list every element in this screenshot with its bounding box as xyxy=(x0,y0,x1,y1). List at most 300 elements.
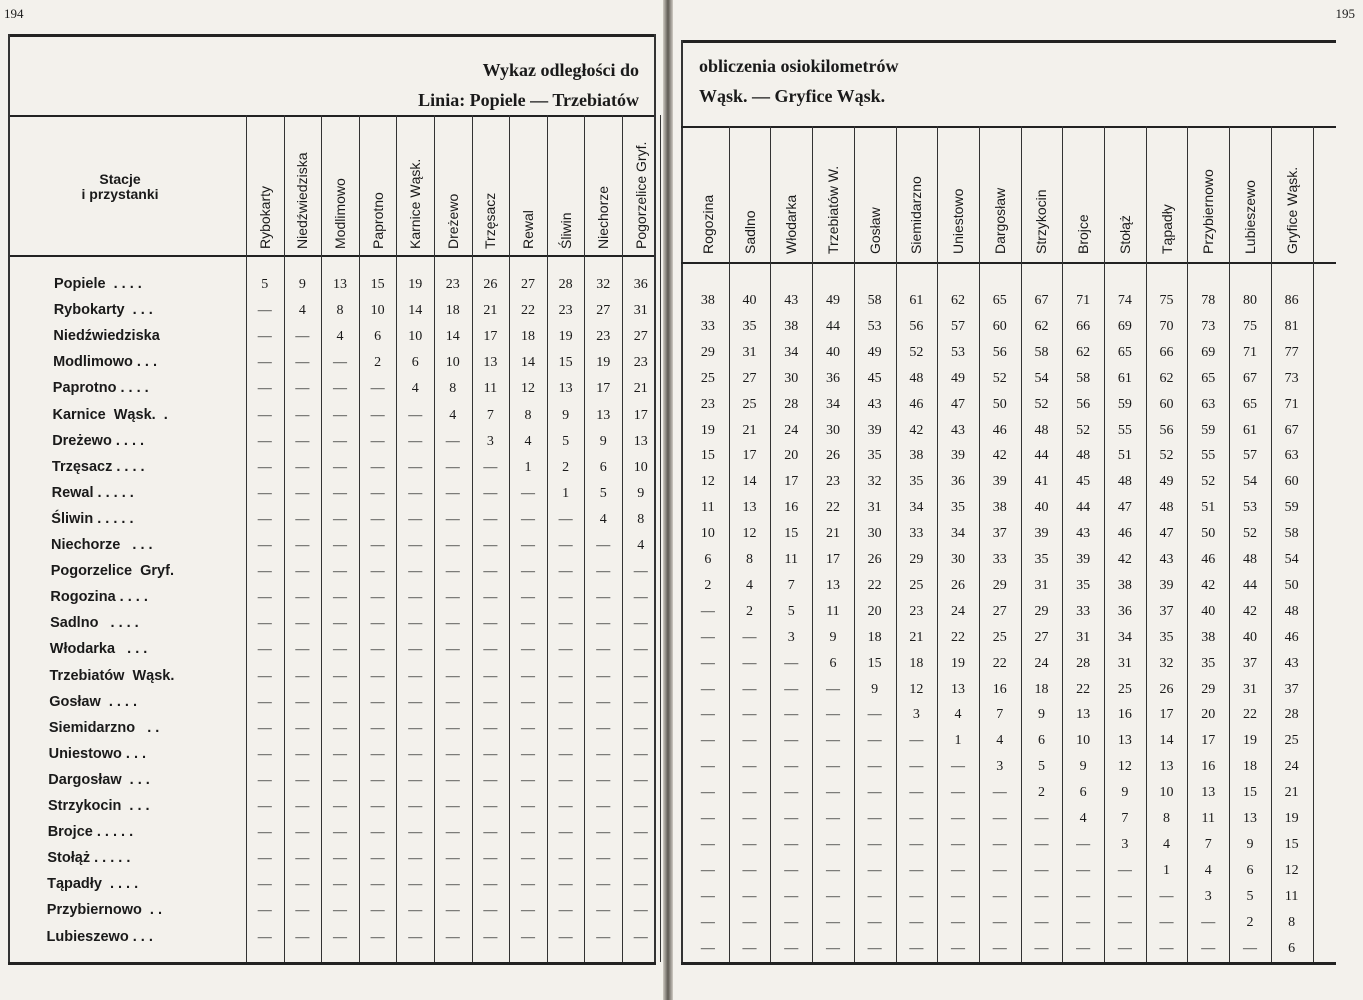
distance-cell: 40 xyxy=(1242,629,1257,645)
distance-cell: — xyxy=(700,759,715,775)
distance-cell: 42 xyxy=(992,448,1007,464)
distance-cell: — xyxy=(558,616,573,632)
distance-cell: 54 xyxy=(1034,370,1049,386)
distance-cell: 5 xyxy=(599,485,607,501)
distance-cell: — xyxy=(483,668,498,684)
distance-cell: 42 xyxy=(1242,603,1257,619)
left-page xyxy=(0,0,663,1000)
right-column-divider xyxy=(979,126,980,962)
distance-cell: 71 xyxy=(1284,396,1299,412)
distance-cell: 9 xyxy=(829,629,837,645)
right-column-divider xyxy=(1271,126,1272,962)
distance-cell: 48 xyxy=(1159,500,1174,516)
distance-cell: 19 xyxy=(1242,733,1257,749)
page-number-left: 194 xyxy=(4,6,24,21)
distance-cell: 39 xyxy=(951,448,966,464)
distance-cell: — xyxy=(1159,940,1174,956)
distance-cell: — xyxy=(596,564,611,580)
distance-cell: 44 xyxy=(1242,577,1257,593)
distance-cell: — xyxy=(1117,888,1132,904)
distance-cell: 12 xyxy=(1284,862,1299,878)
distance-cell: 29 xyxy=(1034,603,1049,619)
distance-cell: 20 xyxy=(1201,707,1216,723)
left-header-top-rule xyxy=(10,115,655,117)
distance-cell: — xyxy=(742,629,757,645)
distance-cell: — xyxy=(633,668,648,684)
distance-cell: — xyxy=(742,914,757,930)
right-column-divider xyxy=(1146,126,1147,962)
distance-cell: — xyxy=(257,303,272,319)
distance-cell: — xyxy=(370,825,385,841)
distance-cell: — xyxy=(333,564,347,580)
distance-cell: 27 xyxy=(1034,629,1049,645)
distance-cell: 26 xyxy=(825,448,840,464)
distance-cell: 24 xyxy=(1034,655,1049,671)
distance-cell: — xyxy=(596,668,611,684)
distance-cell: — xyxy=(558,746,573,762)
distance-cell: — xyxy=(483,694,498,710)
distance-cell: — xyxy=(370,746,385,762)
distance-cell: 47 xyxy=(1159,526,1174,542)
distance-cell: — xyxy=(1034,862,1049,878)
distance-cell: — xyxy=(633,642,648,658)
distance-cell: — xyxy=(1076,888,1091,904)
distance-cell: — xyxy=(558,903,573,919)
distance-cell: — xyxy=(867,914,882,930)
distance-cell: — xyxy=(370,590,385,606)
distance-cell: 25 xyxy=(700,370,715,386)
distance-cell: 12 xyxy=(700,474,715,490)
distance-cell: 17 xyxy=(742,448,757,464)
distance-cell: — xyxy=(257,642,272,658)
distance-cell: 8 xyxy=(1288,914,1296,930)
distance-cell: — xyxy=(742,759,757,775)
right-top-rule xyxy=(681,40,1336,43)
distance-cell: — xyxy=(1076,862,1091,878)
distance-cell: 31 xyxy=(1034,577,1049,593)
distance-cell: — xyxy=(700,655,715,671)
distance-cell: 61 xyxy=(1117,370,1132,386)
distance-cell: 21 xyxy=(742,422,757,438)
distance-cell: — xyxy=(408,485,423,501)
distance-cell: — xyxy=(408,642,423,658)
distance-cell: 23 xyxy=(825,474,840,490)
right-column-divider xyxy=(812,126,813,962)
distance-cell: — xyxy=(370,538,385,553)
distance-cell: 15 xyxy=(558,355,573,371)
distance-cell: 31 xyxy=(1117,655,1132,671)
distance-cell: — xyxy=(521,720,535,736)
distance-cell: — xyxy=(257,903,272,919)
distance-cell: — xyxy=(483,616,498,632)
distance-cell: 10 xyxy=(408,329,423,345)
left-outer-border xyxy=(8,34,10,962)
distance-cell: 36 xyxy=(1117,603,1132,619)
distance-cell: 15 xyxy=(700,448,715,464)
distance-cell: 7 xyxy=(996,707,1004,723)
distance-cell: 13 xyxy=(742,500,757,516)
distance-cell: 40 xyxy=(742,293,757,308)
distance-cell: 29 xyxy=(992,577,1007,593)
distance-cell: 69 xyxy=(1201,344,1216,360)
distance-cell: 14 xyxy=(521,355,535,371)
distance-cell: — xyxy=(257,329,272,345)
distance-cell: — xyxy=(867,836,882,852)
distance-cell: 58 xyxy=(1076,370,1091,386)
distance-cell: — xyxy=(633,929,648,945)
distance-cell: 28 xyxy=(558,277,573,292)
distance-cell: — xyxy=(333,642,347,658)
distance-cell: — xyxy=(295,746,310,762)
distance-cell: 43 xyxy=(1076,526,1091,542)
distance-cell: 35 xyxy=(1159,629,1174,645)
distance-cell: — xyxy=(408,825,423,841)
distance-cell: 2 xyxy=(1246,914,1254,930)
distance-cell: — xyxy=(445,746,460,762)
distance-cell: 40 xyxy=(1201,603,1216,619)
distance-cell: — xyxy=(295,720,310,736)
distance-cell: — xyxy=(867,733,882,749)
distance-cell: — xyxy=(951,914,966,930)
distance-cell: — xyxy=(483,564,498,580)
distance-cell: 15 xyxy=(784,526,799,542)
distance-cell: 38 xyxy=(1201,629,1216,645)
left-column-header: Karnice Wąsk. xyxy=(407,158,424,249)
distance-cell: 38 xyxy=(992,500,1007,516)
distance-cell: — xyxy=(596,590,611,606)
distance-cell: 18 xyxy=(521,329,535,345)
distance-cell: 55 xyxy=(1201,448,1216,464)
distance-cell: 18 xyxy=(1034,681,1049,697)
distance-cell: — xyxy=(1034,940,1049,956)
distance-cell: 1 xyxy=(954,733,962,749)
distance-cell: — xyxy=(521,929,535,945)
distance-cell: 8 xyxy=(1163,811,1171,826)
distance-cell: — xyxy=(521,511,535,527)
distance-cell: 10 xyxy=(445,355,460,371)
stations-header-line1: Stacje xyxy=(99,171,141,187)
right-column-header: Tąpadły xyxy=(1158,204,1175,254)
distance-cell: — xyxy=(408,668,423,684)
distance-cell: — xyxy=(295,877,310,893)
distance-cell: 59 xyxy=(1201,422,1216,438)
distance-cell: — xyxy=(295,772,310,788)
distance-cell: 6 xyxy=(374,329,382,345)
distance-cell: — xyxy=(257,668,272,684)
distance-cell: 54 xyxy=(1242,474,1257,490)
distance-cell: 11 xyxy=(483,381,498,397)
distance-cell: 37 xyxy=(992,526,1007,542)
distance-cell: — xyxy=(370,903,385,919)
distance-cell: — xyxy=(633,799,648,814)
distance-cell: 67 xyxy=(1242,370,1257,386)
distance-cell: 81 xyxy=(1284,318,1299,334)
distance-cell: — xyxy=(596,929,611,945)
distance-cell: — xyxy=(1159,888,1174,904)
distance-cell: — xyxy=(445,616,460,632)
distance-cell: 23 xyxy=(558,303,573,319)
distance-cell: 43 xyxy=(1159,552,1174,567)
distance-cell: 20 xyxy=(784,448,799,464)
distance-cell: — xyxy=(596,642,611,658)
distance-cell: 50 xyxy=(1201,526,1216,542)
distance-cell: 4 xyxy=(1079,811,1087,826)
distance-cell: — xyxy=(295,381,310,397)
left-column-header: Trzęsacz xyxy=(482,192,499,249)
station-row-label: Niedźwiedziska xyxy=(53,328,160,345)
distance-cell: — xyxy=(1117,914,1132,930)
distance-cell: 56 xyxy=(909,318,924,334)
distance-cell: 15 xyxy=(867,655,882,671)
distance-cell: — xyxy=(370,564,385,580)
distance-cell: 8 xyxy=(336,303,344,319)
distance-cell: — xyxy=(521,799,535,814)
distance-cell: 9 xyxy=(871,681,879,697)
distance-cell: 4 xyxy=(298,303,306,319)
distance-cell: 13 xyxy=(596,407,611,423)
distance-cell: 66 xyxy=(1159,344,1174,360)
distance-cell: — xyxy=(784,707,799,723)
right-column-header: Strzykocin xyxy=(1033,189,1050,254)
distance-cell: 61 xyxy=(909,293,924,308)
distance-cell: — xyxy=(370,929,385,945)
distance-cell: — xyxy=(445,433,460,449)
distance-cell: — xyxy=(825,914,840,930)
distance-cell: 60 xyxy=(1159,396,1174,412)
distance-cell: 21 xyxy=(825,526,840,542)
distance-cell: 17 xyxy=(825,552,840,567)
distance-cell: 7 xyxy=(1121,811,1129,826)
distance-cell: 35 xyxy=(1201,655,1216,671)
distance-cell: — xyxy=(742,707,757,723)
distance-cell: — xyxy=(742,733,757,749)
distance-cell: — xyxy=(742,811,757,826)
distance-cell: 43 xyxy=(951,422,966,438)
right-column-divider xyxy=(729,126,730,962)
distance-cell: — xyxy=(558,720,573,736)
distance-cell: — xyxy=(1076,914,1091,930)
left-top-rule xyxy=(8,34,656,37)
distance-cell: — xyxy=(951,888,966,904)
distance-cell: — xyxy=(257,720,272,736)
distance-cell: 52 xyxy=(1242,526,1257,542)
distance-cell: 7 xyxy=(787,577,795,593)
distance-cell: 4 xyxy=(954,707,962,723)
distance-cell: — xyxy=(257,381,272,397)
distance-cell: — xyxy=(295,459,310,475)
distance-cell: — xyxy=(295,564,310,580)
distance-cell: 27 xyxy=(742,370,757,386)
station-row-label: Tąpadły . . . . xyxy=(47,876,139,893)
station-row-label: Siemidarzno . . xyxy=(48,719,160,736)
distance-cell: 11 xyxy=(784,552,798,567)
left-column-header: Niechorze xyxy=(595,185,612,249)
distance-cell: 5 xyxy=(562,433,570,449)
distance-cell: — xyxy=(558,877,573,893)
distance-cell: — xyxy=(700,862,715,878)
distance-cell: 18 xyxy=(1242,759,1257,775)
distance-cell: 46 xyxy=(1117,526,1132,542)
page-number-right: 195 xyxy=(1335,6,1355,21)
distance-cell: 13 xyxy=(1117,733,1132,749)
distance-cell: 18 xyxy=(909,655,924,671)
distance-cell: 10 xyxy=(1159,785,1174,801)
distance-cell: 6 xyxy=(1246,862,1254,878)
distance-cell: 67 xyxy=(1034,293,1049,308)
distance-cell: — xyxy=(558,538,573,553)
distance-cell: — xyxy=(445,903,460,919)
distance-cell: — xyxy=(825,862,840,878)
distance-cell: 63 xyxy=(1201,396,1216,412)
right-column-header: Brojce xyxy=(1075,214,1092,254)
distance-cell: — xyxy=(445,511,460,527)
distance-cell: 51 xyxy=(1201,500,1216,516)
distance-cell: — xyxy=(909,759,924,775)
left-column-header: Niedźwiedziska xyxy=(294,152,311,249)
distance-cell: 44 xyxy=(1034,448,1049,464)
distance-cell: 22 xyxy=(521,303,535,319)
distance-cell: — xyxy=(867,888,882,904)
distance-cell: — xyxy=(521,694,535,710)
distance-cell: — xyxy=(408,903,423,919)
distance-cell: 69 xyxy=(1117,318,1132,334)
distance-cell: — xyxy=(825,785,840,801)
distance-cell: 32 xyxy=(867,474,882,490)
distance-cell: 58 xyxy=(867,293,882,308)
distance-cell: — xyxy=(295,799,310,814)
distance-cell: — xyxy=(558,694,573,710)
distance-cell: 48 xyxy=(1076,448,1091,464)
distance-cell: 61 xyxy=(1242,422,1257,438)
distance-cell: 25 xyxy=(909,577,924,593)
distance-cell: 19 xyxy=(951,655,966,671)
distance-cell: — xyxy=(483,929,498,945)
distance-cell: — xyxy=(257,590,272,606)
distance-cell: 80 xyxy=(1242,293,1257,308)
distance-cell: 36 xyxy=(633,277,648,292)
distance-cell: — xyxy=(633,616,648,632)
station-row-label: Trzebiatów Wąsk. xyxy=(49,667,175,684)
distance-cell: 51 xyxy=(1117,448,1132,464)
distance-cell: 41 xyxy=(1034,474,1049,490)
distance-cell: 26 xyxy=(951,577,966,593)
distance-cell: 27 xyxy=(521,277,535,292)
distance-cell: 31 xyxy=(867,500,882,516)
right-column-header: Lubieszewo xyxy=(1241,180,1258,254)
distance-cell: 59 xyxy=(1284,500,1299,516)
distance-cell: 27 xyxy=(992,603,1007,619)
distance-cell: 4 xyxy=(524,433,532,449)
distance-cell: 2 xyxy=(746,603,754,619)
distance-cell: 22 xyxy=(1076,681,1091,697)
distance-cell: 55 xyxy=(1117,422,1132,438)
distance-cell: 35 xyxy=(1034,552,1049,567)
distance-cell: — xyxy=(521,564,535,580)
distance-cell: — xyxy=(408,720,423,736)
left-header-bottom-rule xyxy=(10,255,655,257)
distance-cell: — xyxy=(1201,914,1216,930)
distance-cell: — xyxy=(1034,914,1049,930)
distance-cell: — xyxy=(295,851,310,867)
distance-cell: — xyxy=(951,785,966,801)
distance-cell: — xyxy=(1076,836,1091,852)
station-row-label: Trzęsacz . . . . xyxy=(51,458,145,475)
distance-cell: — xyxy=(408,459,423,475)
distance-cell: — xyxy=(408,851,423,867)
distance-cell: 6 xyxy=(829,655,837,671)
distance-cell: 54 xyxy=(1284,552,1299,567)
distance-cell: — xyxy=(867,759,882,775)
distance-cell: 12 xyxy=(742,526,757,542)
distance-cell: — xyxy=(333,694,347,710)
distance-cell: 53 xyxy=(867,318,882,334)
distance-cell: 39 xyxy=(992,474,1007,490)
distance-cell: 9 xyxy=(562,407,570,423)
distance-cell: 27 xyxy=(633,329,648,345)
right-column-divider xyxy=(1229,126,1230,962)
left-bottom-rule xyxy=(8,962,656,965)
distance-cell: — xyxy=(909,940,924,956)
distance-cell: — xyxy=(295,329,310,345)
distance-cell: 34 xyxy=(951,526,966,542)
station-row-label: Dargosław . . . xyxy=(48,771,150,788)
distance-cell: — xyxy=(867,707,882,723)
distance-cell: — xyxy=(992,888,1007,904)
distance-cell: 20 xyxy=(867,603,882,619)
station-row-label: Rybokarty . . . xyxy=(53,302,153,319)
distance-cell: 57 xyxy=(951,318,966,334)
distance-cell: — xyxy=(333,799,347,814)
right-column-header: Dargosław xyxy=(991,187,1008,254)
distance-cell: — xyxy=(596,903,611,919)
distance-cell: 12 xyxy=(1117,759,1132,775)
left-column-header: Śliwin xyxy=(557,212,574,249)
distance-cell: 13 xyxy=(1242,811,1257,826)
distance-cell: — xyxy=(408,799,423,814)
distance-cell: — xyxy=(257,877,272,893)
distance-cell: — xyxy=(951,862,966,878)
distance-cell: 11 xyxy=(826,603,840,619)
distance-cell: 14 xyxy=(1159,733,1174,749)
distance-cell: 28 xyxy=(784,396,799,412)
title-line2-left: Linia: Popiele — Trzebiatów xyxy=(418,90,639,110)
distance-cell: 63 xyxy=(1284,448,1299,464)
distance-cell: 27 xyxy=(596,303,611,319)
distance-cell: — xyxy=(295,642,310,658)
distance-cell: — xyxy=(483,799,498,814)
distance-cell: 8 xyxy=(746,552,754,567)
right-column-header: Uniestowo xyxy=(950,188,967,254)
distance-cell: — xyxy=(742,940,757,956)
distance-cell: 24 xyxy=(784,422,799,438)
station-row-label: Śliwin . . . . . xyxy=(51,510,134,527)
distance-cell: — xyxy=(521,538,535,553)
distance-cell: 26 xyxy=(1159,681,1174,697)
distance-cell: — xyxy=(445,772,460,788)
distance-cell: 13 xyxy=(1076,707,1091,723)
distance-cell: — xyxy=(521,746,535,762)
distance-cell: — xyxy=(445,668,460,684)
distance-cell: 5 xyxy=(261,277,269,292)
station-row-label: Gosław . . . . xyxy=(49,693,138,710)
distance-cell: — xyxy=(370,616,385,632)
distance-cell: 25 xyxy=(1117,681,1132,697)
distance-cell: 17 xyxy=(633,407,648,423)
distance-cell: 52 xyxy=(1159,448,1174,464)
distance-cell: 21 xyxy=(483,303,498,319)
distance-cell: 33 xyxy=(909,526,924,542)
distance-cell: 15 xyxy=(1242,785,1257,801)
